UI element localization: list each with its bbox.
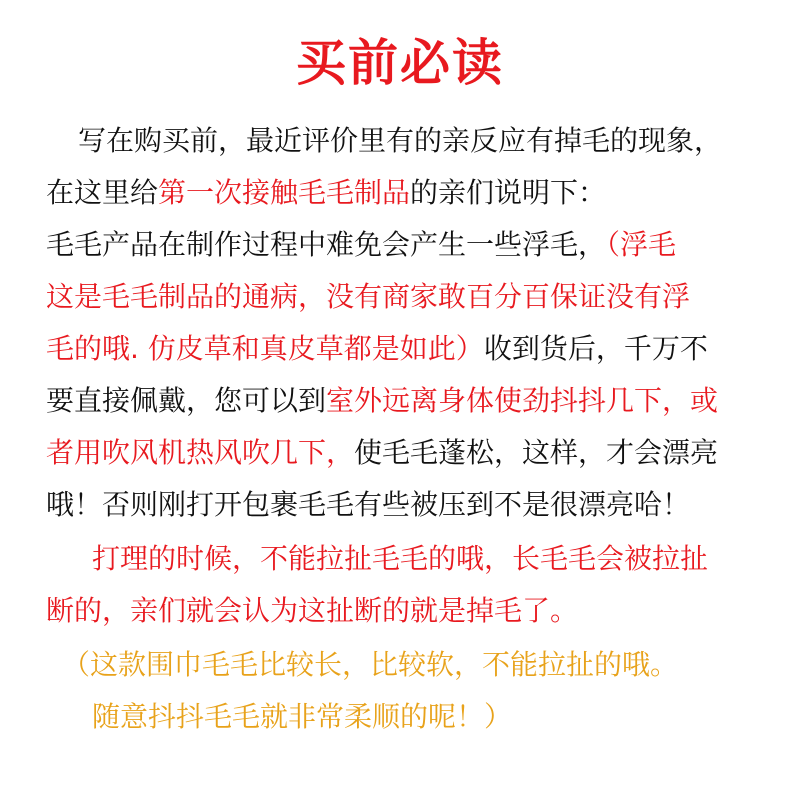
highlight-text: 打理的时候，不能拉扯毛毛的哦，长毛毛会被拉扯	[92, 542, 709, 575]
highlight-text: 这是毛毛制品的通病，没有商家敢百分百保证没有浮	[46, 280, 691, 313]
text-line-10	[46, 590, 578, 632]
highlight-text: 第一次接触毛毛制品	[158, 176, 411, 209]
highlight-text: 者用吹风机热风吹几下，	[46, 436, 355, 469]
text-segment: 使毛毛蓬松，这样，才会漂亮	[354, 436, 719, 469]
text-segment: 的亲们说明下：	[410, 176, 607, 209]
note-line-1	[62, 644, 678, 686]
highlight-text: （浮毛	[606, 228, 677, 261]
text-line-5	[46, 328, 708, 370]
text-line-4	[46, 276, 690, 318]
highlight-text: 室外远离身体使劲抖抖几下，或	[326, 384, 719, 417]
text-line-8	[46, 484, 690, 526]
note-text: （这款围巾毛毛比较长，比较软，不能拉扯的哦。	[62, 648, 679, 681]
highlight-text: 毛的哦. 仿皮草和真皮草都是如此）	[46, 332, 484, 365]
text-segment: 在这里给	[46, 176, 159, 209]
text-line-2	[46, 172, 606, 214]
text-segment: 要直接佩戴，您可以到	[46, 384, 327, 417]
highlight-text: 断的，亲们就会认为这扯断的就是掉毛了。	[46, 594, 579, 627]
text-line-6	[46, 380, 718, 422]
text-segment: 收到货后，千万不	[483, 332, 708, 365]
text-line-9	[92, 538, 708, 580]
text-segment: 哦！否则刚打开包裹毛毛有些被压到不是很漂亮哈！	[46, 488, 691, 521]
text-segment: 毛毛产品在制作过程中难免会产生一些浮毛，	[46, 228, 607, 261]
page-title: 买前必读	[296, 34, 504, 92]
text-line-1	[78, 120, 722, 162]
text-segment: 写在购买前，最近评价里有的亲反应有掉毛的现象，	[78, 124, 723, 157]
note-line-2	[92, 696, 512, 738]
text-line-7	[46, 432, 718, 474]
text-line-3	[46, 224, 676, 266]
note-text: 随意抖抖毛毛就非常柔顺的呢！）	[92, 700, 513, 733]
